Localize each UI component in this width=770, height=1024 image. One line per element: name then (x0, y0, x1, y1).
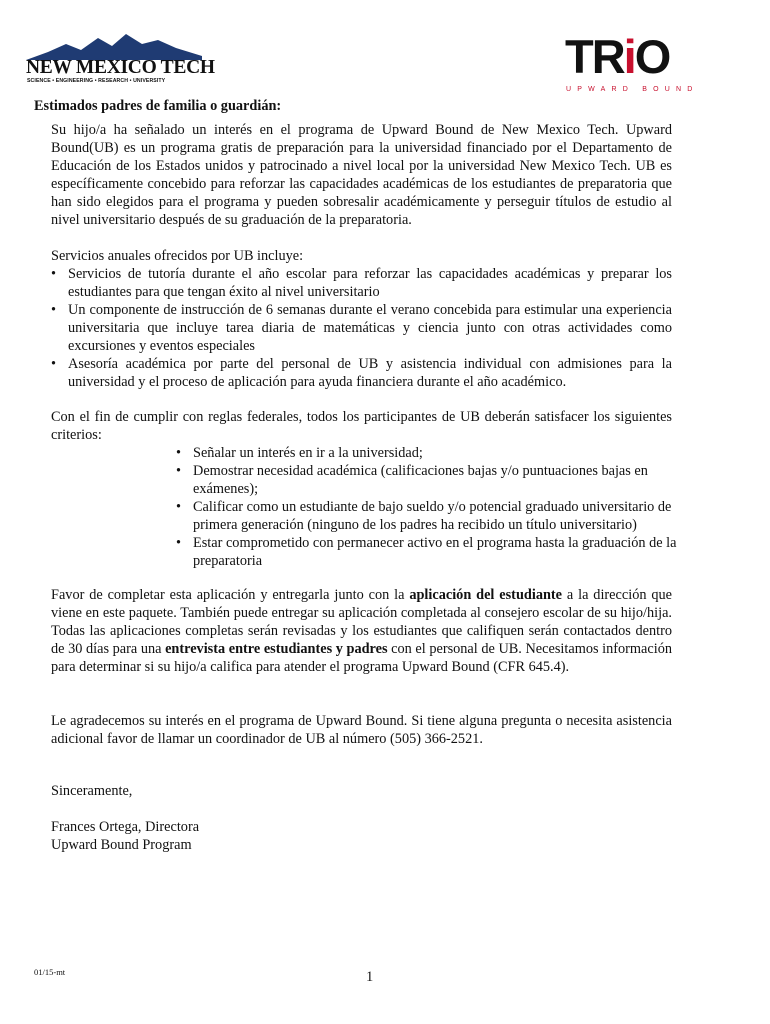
interview-emphasis: entrevista entre estudiantes y padres (165, 641, 388, 657)
list-item: • Asesoría académica por parte del personal de UB y asistencia individual con admisiones para la universidad y el proceso de aplicación para ayuda financiera durante el año académico. (51, 355, 672, 391)
letter-greeting: Estimados padres de familia o guardián: (34, 98, 282, 114)
thanks-paragraph: Le agradecemos su interés en el programa de Upward Bound. Si tiene alguna pregunta o necesita asistencia adicional favor de llamar un coordinador de UB al número (505) 366-2521. (51, 713, 672, 747)
intro-paragraph: Su hijo/a ha señalado un interés en el programa de Upward Bound de New Mexico Tech. Upward Bound(UB) es un programa gratis de preparación para la universidad financiado por el Departamento de Educación de los Estados unidos y patrocinado a nivel local por la universidad New Mexico Tech. UB es específicamente concebido para reforzar las capacidades académicas de los estudiantes de preparatoria que han sido elegidos para el programa y pueden sobresalir académicamente y perseguir títulos de estudio al nivel universitario después de su graduación de la preparatoria. (51, 122, 672, 228)
nmt-logo-name: NEW MEXICO TECH (26, 57, 215, 78)
program-name: Upward Bound Program (51, 837, 192, 853)
services-heading: Servicios anuales ofrecidos por UB incluye: (51, 248, 304, 264)
footer-code: 01/15-mt (34, 967, 66, 977)
trio-logo-subtitle: UPWARD BOUND (566, 86, 699, 93)
list-item: • Servicios de tutoría durante el año escolar para reforzar las capacidades académicas y preparar los estudiantes para que tengan éxito al nivel universitario (51, 265, 672, 301)
services-list (51, 265, 672, 391)
mountain-icon (26, 30, 202, 60)
application-paragraph: Favor de completar esta aplicación y entregarla junto con la aplicación del estudiante a la dirección que viene en este paquete. También puede entregar su aplicación completada al consejero escolar de su hijo/hija. Todas las aplicaciones completas serán revisadas y los estudiantes que califiquen serán contactados dentro de 30 días para una entrevista entre estudiantes y padres con el personal de UB. Necesitamos información para determinar si su hijo/a califica para atender el programa Upward Bound (CFR 645.4). (51, 587, 673, 675)
list-item: • Señalar un interés en ir a la universidad; (176, 444, 710, 462)
list-item: • Estar comprometido con permanecer activo en el programa hasta la graduación de la preparatoria (176, 534, 710, 570)
closing: Sinceramente, (51, 783, 133, 799)
trio-upward-bound-logo (563, 30, 699, 96)
list-item: • Calificar como un estudiante de bajo sueldo y/o potencial graduado universitario de primera generación (ninguno de los padres ha recibido un título universitario) (176, 498, 710, 534)
signer-name: Frances Ortega, Directora (51, 819, 200, 835)
list-item: • Demostrar necesidad académica (calificaciones bajas y/o puntuaciones bajas en exámenes); (176, 462, 710, 498)
criteria-heading: Con el fin de cumplir con reglas federales, todos los participantes de UB deberán satisfacer los siguientes criterios: (51, 409, 672, 443)
new-mexico-tech-logo (26, 30, 215, 86)
page-number: 1 (366, 969, 374, 985)
criteria-list (176, 444, 710, 570)
student-application-emphasis: aplicación del estudiante (409, 587, 563, 603)
list-item: • Un componente de instrucción de 6 semanas durante el verano concebida para estimular una experiencia universitaria que incluye tarea diaria de matemáticas y ciencia junto con otras actividades como excursiones y eventos especiales (51, 301, 672, 355)
trio-logo-word: TRiO (565, 30, 670, 83)
nmt-logo-subtitle: SCIENCE • ENGINEERING • RESEARCH • UNIVERSITY (27, 78, 166, 84)
